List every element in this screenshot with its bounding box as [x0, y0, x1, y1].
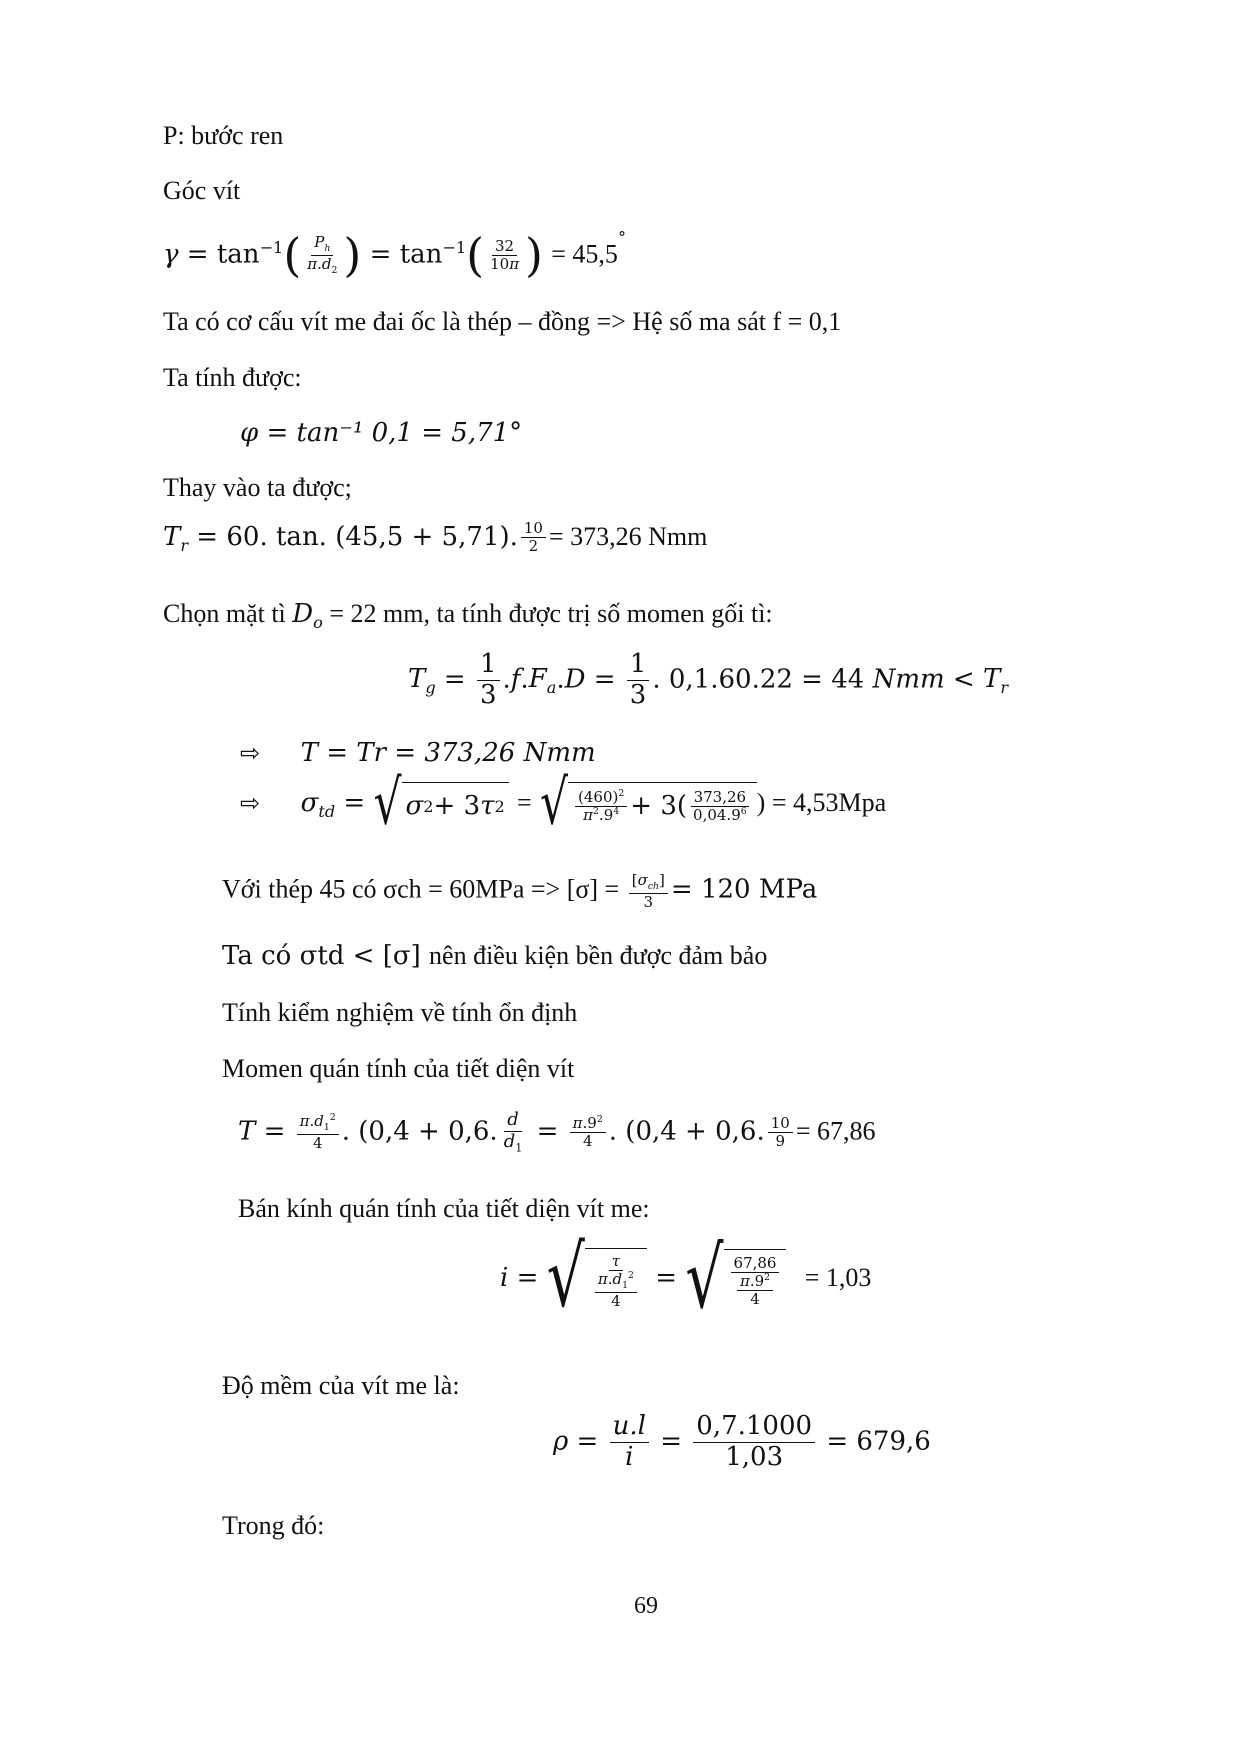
formula-radius-gyration: i = √ $\frac{\tau}{\frac{\pi.d_1^2}{4}}$ = √ $\frac{67,86}{\frac{\pi.9^2}{4}}$ = 1,03 — [500, 1228, 872, 1329]
right-arrow-icon: ⇨ — [240, 739, 261, 767]
text-stability-check: Tính kiểm nghiệm về tính ổn định — [222, 998, 578, 1027]
text-substitute: Thay vào ta được; — [163, 473, 352, 502]
formula-thread-torque: $T_r = 60$. tan. (45,5 + 5,71). $\frac{10}{2}$ = 373,26 Nmm — [163, 519, 708, 556]
text-screw-angle-heading: Góc vít — [163, 176, 241, 205]
page-number: 69 — [634, 1593, 658, 1619]
text-slenderness: Độ mềm của vít me là: — [222, 1371, 460, 1400]
text-bearing-choice: Chọn mặt tì $D_o = 22$ mm, ta tính được trị số momen gối tì: — [163, 599, 773, 633]
formula-inertia-moment: T = $\frac{\pi.d_1^2}{4}$ . (0,4 + 0,6. $\frac{d}{d_1}$ = $\frac{\pi.9^2}{4}$ . (0,4 + 0,6. $\frac{10}{9}$ = 67,86 — [238, 1109, 876, 1155]
formula-bearing-moment: $T_g$ = $\frac{1}{3}$ $.f.F_a.D$ = $\frac{1}{3}$ . 0,1.60.22 = 44 Nmm < $T_r$ — [408, 649, 1009, 710]
formula-friction-angle: φ = tan⁻¹ 0,1 = 5,71° — [240, 418, 523, 448]
screw-angle-result: = 45,5 — [551, 239, 618, 269]
text-friction-coefficient: Ta có cơ cấu vít me đai ốc là thép – đồng => Hệ số ma sát f = 0,1 — [163, 307, 842, 336]
text-allowable-stress: Với thép 45 có σch = 60MPa => [σ] = $\frac{[\sigma_{ch}]}{3}$ = 120 MPa — [222, 871, 818, 911]
formula-slenderness: ρ = $\frac{u.l}{i}$ = $\frac{0,7.1000}{1,03}$ = 679,6 — [553, 1411, 931, 1472]
text-radius-gyration: Bán kính quán tính của tiết diện vít me: — [238, 1194, 650, 1223]
arrow-item-equivalent-stress: ⇨ $\sigma_{td}$ = √ σ 2 + 3 τ 2 = √ $\frac{(460)^2}{\pi^2.9^4}$ + 3( $\frac{373,26}{0,04.9^6}$ ) = 4,53Mpa — [240, 767, 887, 839]
formula-screw-angle: $\gamma = \tan^{-1}$( $\frac{P_h}{\pi.d_2}$ ) = $\tan^{-1}$( $\frac{32}{10\pi}$ ) = 45,5° — [163, 228, 626, 282]
text-where: Trong đó: — [222, 1511, 325, 1540]
text-pitch-definition: P: bước ren — [163, 121, 284, 150]
text-strength-ok: Ta có σtd < [σ] nên điều kiện bền được đảm bảo — [222, 941, 768, 971]
text-calculated: Ta tính được: — [163, 363, 302, 392]
arrow-item-torque: ⇨ T = Tr = 373,26 Nmm — [240, 738, 596, 768]
right-arrow-icon: ⇨ — [240, 789, 261, 817]
text-inertia-moment: Momen quán tính của tiết diện vít — [222, 1054, 575, 1083]
